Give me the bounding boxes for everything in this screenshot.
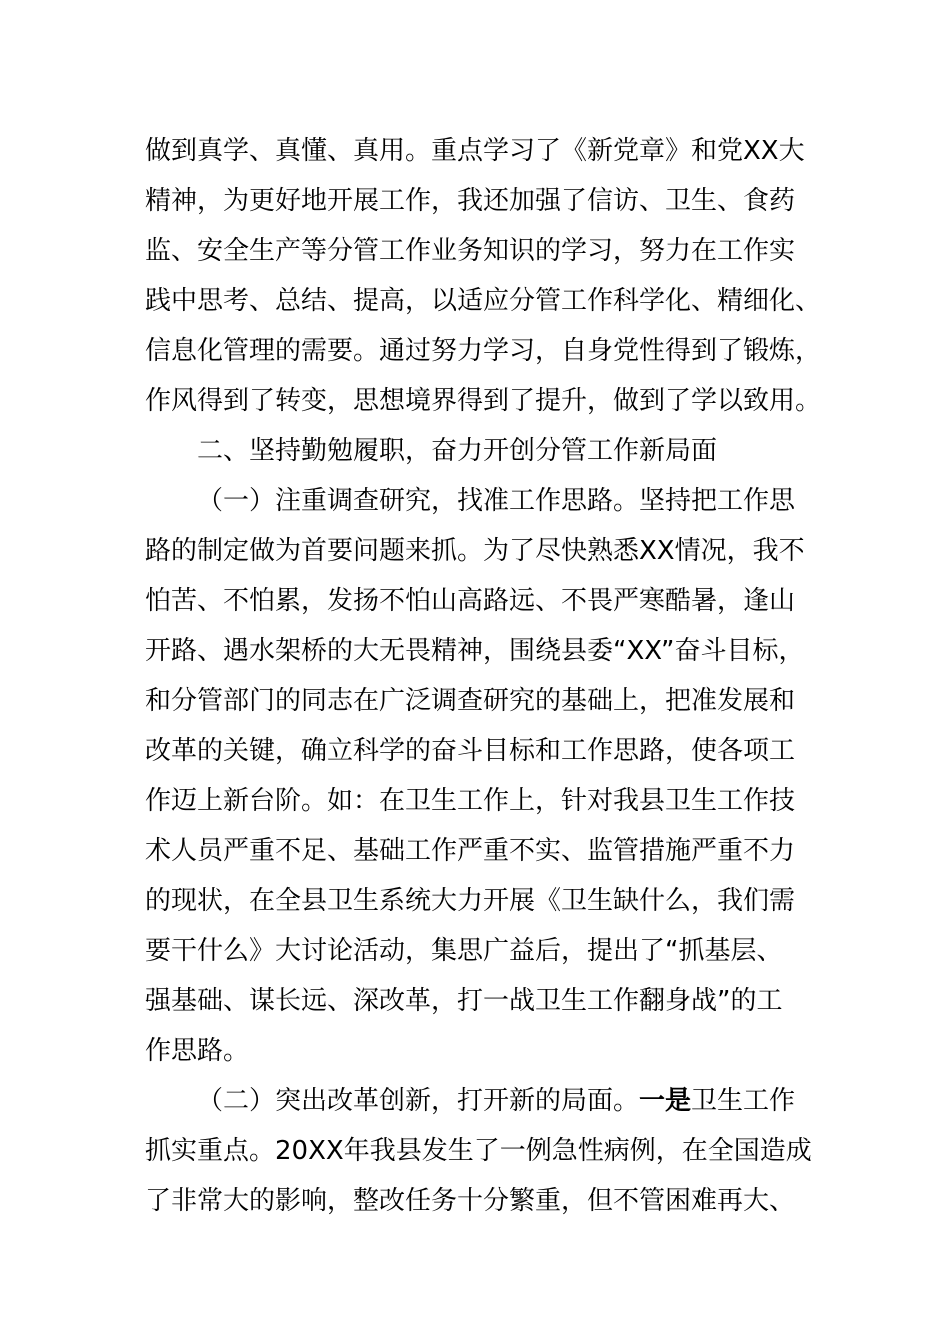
- text-line: 怕苦、不怕累，发扬不怕山高路远、不畏严寒酷暑，逢山: [145, 586, 796, 616]
- text-line: 抓实重点。20XX年我县发生了一例急性病例，在全国造成: [145, 1136, 812, 1166]
- text-line: 强基础、谋长远、深改革，打一战卫生工作翻身战”的工: [145, 986, 783, 1016]
- text-line: 监、安全生产等分管工作业务知识的学习，努力在工作实: [145, 236, 796, 266]
- text-line: 改革的关键，确立科学的奋斗目标和工作思路，使各项工: [145, 736, 796, 766]
- document-body: [145, 126, 822, 1226]
- text-line: 术人员严重不足、基础工作严重不实、监管措施严重不力: [145, 836, 796, 866]
- text-line: 了非常大的影响，整改任务十分繁重，但不管困难再大、: [145, 1186, 796, 1216]
- paragraph-two-lead: （二）突出改革创新，打开新的局面。: [197, 1086, 640, 1116]
- text-line: 做到真学、真懂、真用。重点学习了《新党章》和党XX大: [145, 136, 805, 166]
- text-line: 精神，为更好地开展工作，我还加强了信访、卫生、食药: [145, 186, 796, 216]
- paragraph-two-tail: 卫生工作: [691, 1086, 796, 1116]
- text-line: 践中思考、总结、提高，以适应分管工作科学化、精细化、: [145, 286, 822, 316]
- text-line: 要干什么》大讨论活动，集思广益后，提出了“抓基层、: [145, 936, 783, 966]
- paragraph-two-first-line: [145, 1076, 810, 1126]
- text-line: 作风得到了转变，思想境界得到了提升，做到了学以致用。: [145, 386, 822, 416]
- text-line: 的现状，在全县卫生系统大力开展《卫生缺什么，我们需: [145, 886, 796, 916]
- text-line: （一）注重调查研究，找准工作思路。坚持把工作思: [197, 486, 796, 516]
- paragraph-two-bold: 一是: [639, 1086, 692, 1116]
- text-line: 作迈上新台阶。如：在卫生工作上，针对我县卫生工作技: [145, 786, 796, 816]
- text-line: 开路、遇水架桥的大无畏精神，围绕县委“XX”奋斗目标，: [145, 636, 805, 666]
- section-heading: 二、坚持勤勉履职，奋力开创分管工作新局面: [197, 436, 718, 466]
- text-line: 路的制定做为首要问题来抓。为了尽快熟悉XX情况，我不: [145, 536, 805, 566]
- text-line: 作思路。: [145, 1036, 250, 1066]
- text-line: 信息化管理的需要。通过努力学习，自身党性得到了锻炼，: [145, 336, 822, 366]
- text-line: 和分管部门的同志在广泛调查研究的基础上，把准发展和: [145, 686, 796, 716]
